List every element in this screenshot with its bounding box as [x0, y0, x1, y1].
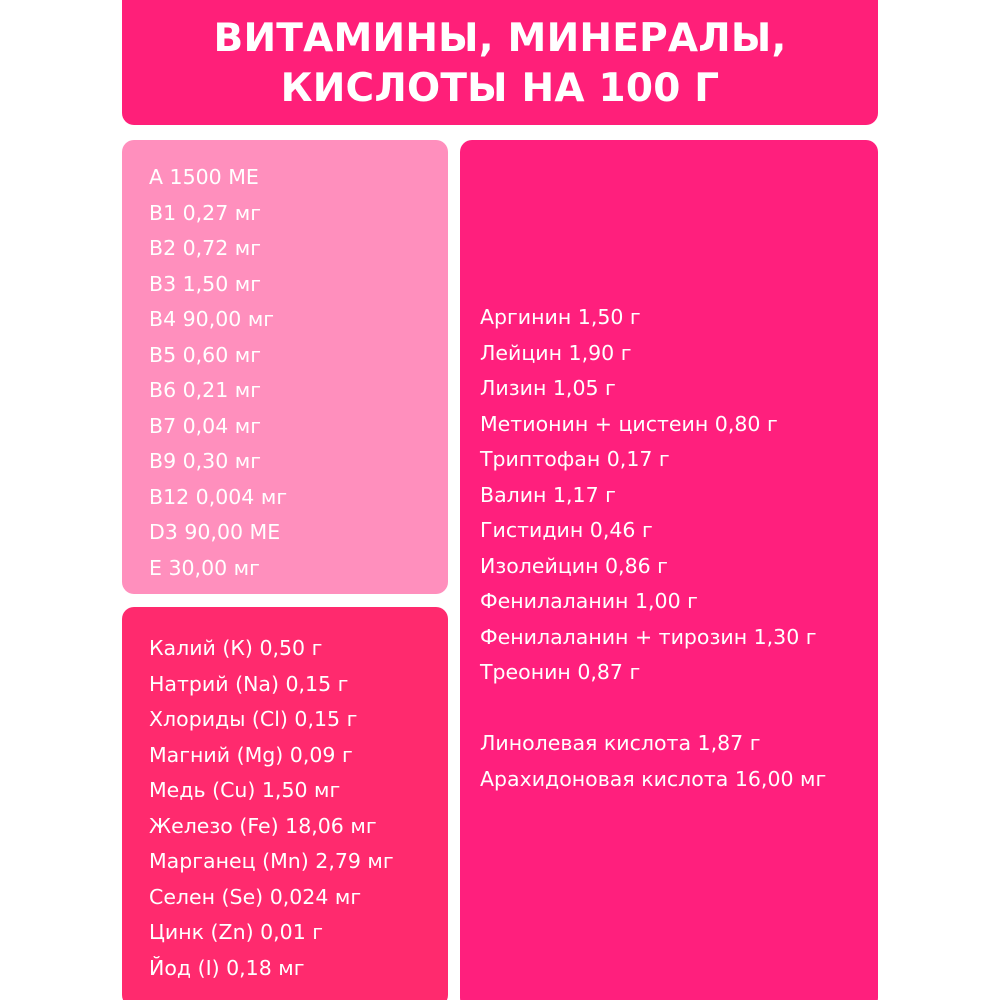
amino-acid-item: Фенилаланин + тирозин 1,30 г [480, 624, 817, 649]
mineral-item: Калий (К) 0,50 г [149, 636, 323, 660]
list-spacer [480, 691, 878, 727]
mineral-item: Цинк (Zn) 0,01 г [149, 920, 324, 944]
vitamin-item: В4 90,00 мг [149, 307, 275, 331]
amino-acid-item: Аргинин 1,50 г [480, 305, 641, 329]
minerals-panel [122, 607, 448, 1000]
vitamin-item: Е 30,00 мг [149, 555, 260, 580]
vitamins-panel [122, 140, 448, 594]
page-title-line-2: КИСЛОТЫ НА 100 Г [280, 65, 720, 111]
vitamin-item: В5 0,60 мг [149, 342, 262, 367]
amino-acid-item: Гистидин 0,46 г [480, 518, 653, 542]
fatty-acid-item: Арахидоновая кислота 16,00 мг [480, 766, 827, 791]
amino-acid-item: Лейцин 1,90 г [480, 340, 632, 365]
vitamin-item: D3 90,00 МЕ [149, 520, 281, 544]
mineral-item: Хлориды (Cl) 0,15 г [149, 707, 358, 731]
amino-acid-item: Треонин 0,87 г [480, 660, 641, 684]
mineral-item: Йод (I) 0,18 мг [149, 955, 305, 980]
vitamin-item: В9 0,30 мг [149, 449, 262, 473]
amino-acid-item: Валин 1,17 г [480, 482, 616, 507]
amino-acid-item: Изолейцин 0,86 г [480, 553, 668, 578]
mineral-item: Марганец (Mn) 2,79 мг [149, 849, 394, 873]
vitamin-item: В2 0,72 мг [149, 236, 262, 260]
vitamin-item: А 1500 МЕ [149, 165, 259, 189]
mineral-item: Магний (Mg) 0,09 г [149, 742, 353, 767]
mineral-item: Медь (Cu) 1,50 мг [149, 778, 341, 802]
vitamin-item: В7 0,04 мг [149, 413, 262, 438]
mineral-item: Натрий (Na) 0,15 г [149, 671, 349, 696]
mineral-item: Железо (Fe) 18,06 мг [149, 813, 377, 838]
amino-acid-item: Фенилаланин 1,00 г [480, 589, 698, 613]
vitamin-item: В12 0,004 мг [149, 484, 288, 509]
fatty-acid-item: Линолевая кислота 1,87 г [480, 731, 761, 755]
page-title [214, 12, 787, 114]
vitamin-item: В1 0,27 мг [149, 200, 262, 225]
amino-acid-item: Триптофан 0,17 г [480, 447, 670, 471]
amino-acid-item: Лизин 1,05 г [480, 376, 616, 400]
page-title-line-1: ВИТАМИНЫ, МИНЕРАЛЫ, [213, 15, 787, 61]
acids-panel [460, 140, 878, 1000]
amino-acid-item: Метионин + цистеин 0,80 г [480, 411, 778, 436]
header-banner [122, 0, 878, 125]
vitamin-item: В3 1,50 мг [149, 271, 262, 296]
vitamin-item: В6 0,21 мг [149, 378, 262, 402]
mineral-item: Селен (Se) 0,024 мг [149, 884, 362, 909]
